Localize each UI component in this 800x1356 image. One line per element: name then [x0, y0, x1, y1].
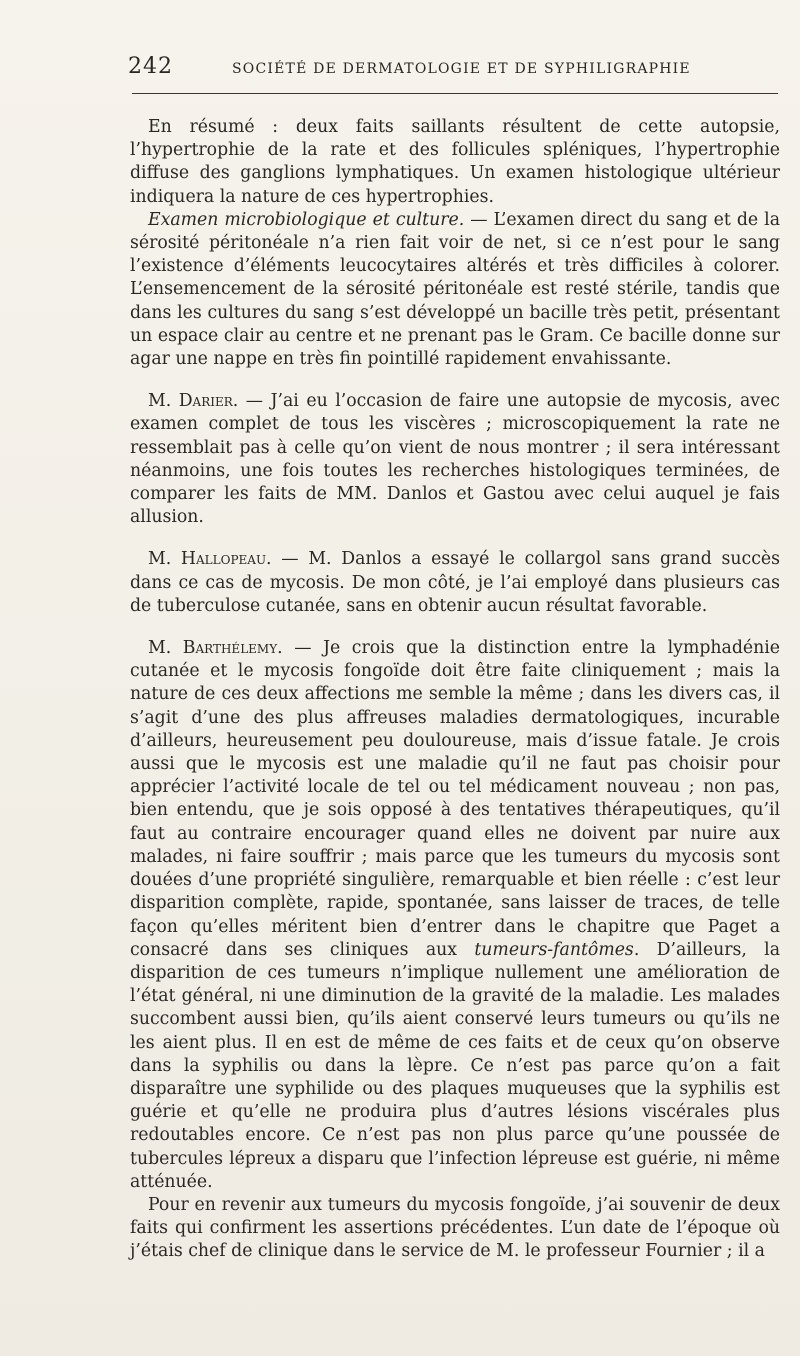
header-rule — [132, 93, 778, 94]
running-title: SOCIÉTÉ DE DERMATOLOGIE ET DE SYPHILIGRAPHIE — [232, 61, 691, 77]
speaker-barthelemy: M. Barthélemy. — [148, 638, 283, 659]
microbiology-text: — L’examen direct du sang et de la sérosité péritonéale n’a rien fait voir de net, si ce n’est pour le sang l’existence d’éléments leucocytaires altérés et très difficiles à colorer. L’ensemencement de la sérosité péritonéale est resté stérile, tandis que dans les cultures du sang s’est développé un bacille très petit, présentant un espace clair au centre et ne prenant pas le Gram. Ce bacille donne sur agar une nappe en très fin pointillé rapidement envahissante. — [130, 209, 781, 370]
paragraph-fournier — [130, 1194, 780, 1264]
speaker-hallopeau: M. Hallopeau. — [148, 549, 272, 570]
speaker-darier: M. Darier. — [148, 391, 239, 412]
microbiology-heading: Examen microbiologique et culture. — [148, 209, 465, 230]
paragraph-summary — [130, 116, 780, 209]
body-text — [130, 116, 780, 1264]
darier-text: — J’ai eu l’occasion de faire une autopsie de mycosis, avec examen complet de tous les viscères ; microscopiquement la rate ne ressemblait pas à celle qu’on vient de nous montrer ; il sera intéressant néanmoins, une fois toutes les recherches histologiques terminées, de comparer les faits de MM. Danlos et Gastou avec celui auquel je fais allusion. — [130, 391, 780, 528]
page-number: 242 — [128, 54, 173, 79]
summary-text: En résumé : deux faits saillants résultent de cette autopsie, l’hypertrophie de la rate et des follicules spléniques, l’hypertrophie diffuse des ganglions lymphatiques. Un examen histologique ultérieur indiquera la nature de ces hypertrophies. — [130, 117, 780, 207]
hallopeau-text: — M. Danlos a essayé le collargol sans grand succès dans ce cas de mycosis. De mon côté, je l’ai employé dans plusieurs cas de tuberculose cutanée, sans en obtenir aucun résultat favorable. — [130, 549, 780, 616]
paragraph-barthelemy — [130, 637, 780, 1194]
tumeurs-fantomes-term: tumeurs-fantômes — [474, 939, 634, 960]
barthelemy-text-a: — Je crois que la distinction entre la lymphadénie cutanée et le mycosis fongoïde doit être faite cliniquement ; mais la nature de ces deux affections me semble la même ; dans les divers cas, il s’agit d’une des plus affreuses maladies dermatologiques, incurable d’ailleurs, heureusement peu douloureuse, mais d’issue fatale. Je crois aussi que le mycosis est une maladie qu’il ne faut pas choisir pour apprécier l’activité locale de tel ou tel médicament nouveau ; non pas, bien entendu, que je sois opposé à des tentatives thérapeutiques, qu’il faut au contraire encourager quand elles ne doivent par nuire aux malades, ni faire souffrir ; mais parce que les tumeurs du mycosis sont douées d’une propriété singulière, remarquable et bien réelle : c’est leur disparition complète, rapide, spontanée, sans laisser de traces, de telle façon qu’elles méritent bien d’entrer dans le chapitre que Paget a consacré dans ses cliniques aux — [130, 638, 780, 960]
running-head — [128, 54, 780, 84]
paragraph-hallopeau — [130, 548, 780, 618]
barthelemy-text-b: . D’ailleurs, la disparition de ces tumeurs n’implique nullement une amélioration de l’état général, ni une diminution de la gravité de la maladie. Les malades succombent aussi bien, qu’ils aient conservé leurs tumeurs ou qu’ils ne les aient plus. Il en est de même de ces faits et de ceux qu’on observe dans la syphilis ou dans la lèpre. Ce n’est pas parce qu’on a fait disparaître une syphilide ou des plaques muqueuses que la syphilis est guérie et qu’elle ne produira plus d’autres lésions viscérales plus redoutables encore. Ce n’est pas non plus parce qu’une poussée de tubercules lépreux a disparu que l’infection lépreuse est guérie, ni même atténuée. — [130, 939, 780, 1192]
paragraph-microbiology — [130, 209, 780, 371]
paragraph-darier — [130, 390, 780, 529]
fournier-text: Pour en revenir aux tumeurs du mycosis fongoïde, j’ai souvenir de deux faits qui confirment les assertions précédentes. L’un date de l’époque où j’étais chef de clinique dans le service de M. le professeur Fournier ; il a — [130, 1194, 780, 1262]
